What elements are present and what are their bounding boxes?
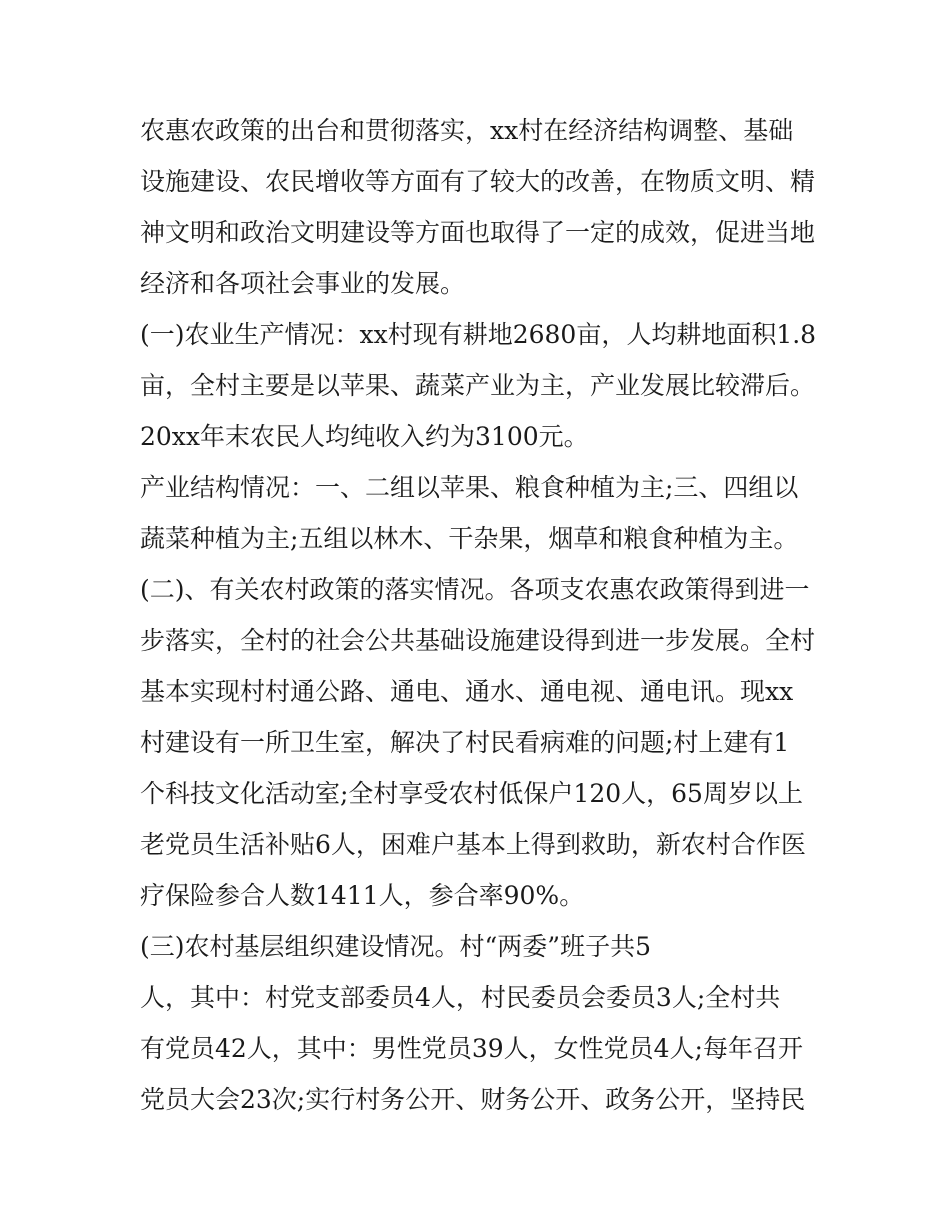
text-line: 亩，全村主要是以苹果、蔬菜产业为主，产业发展比较滞后。 — [140, 371, 816, 400]
text-line: 设施建设、农民增收等方面有了较大的改善，在物质文明、精 — [140, 167, 816, 196]
text-line: 党员大会23次;实行村务公开、财务公开、政务公开，坚持民 — [140, 1085, 806, 1114]
text-line: (三)农村基层组织建设情况。村“两委”班子共5 — [140, 932, 651, 961]
text-line: 村建设有一所卫生室，解决了村民看病难的问题;村上建有1 — [140, 728, 790, 757]
text-line: 蔬菜种植为主;五组以林木、干杂果，烟草和粮食种植为主。 — [140, 524, 799, 553]
text-line: (一)农业生产情况：xx村现有耕地2680亩，人均耕地面积1.8 — [140, 320, 817, 349]
text-line: 有党员42人，其中：男性党员39人，女性党员4人;每年召开 — [140, 1034, 803, 1063]
text-line: 产业结构情况：一、二组以苹果、粮食种植为主;三、四组以 — [140, 473, 799, 502]
text-line: 个科技文化活动室;全村享受农村低保户120人，65周岁以上 — [140, 779, 803, 808]
text-line: 神文明和政治文明建设等方面也取得了一定的成效，促进当地 — [140, 218, 816, 247]
text-line: 基本实现村村通公路、通电、通水、通电视、通电讯。现xx — [140, 677, 794, 706]
text-line: 疗保险参合人数1411人，参合率90%。 — [140, 881, 585, 910]
text-line: 农惠农政策的出台和贯彻落实，xx村在经济结构调整、基础 — [140, 116, 794, 145]
text-line: 步落实，全村的社会公共基础设施建设得到进一步发展。全村 — [140, 626, 816, 655]
text-line: 人，其中：村党支部委员4人，村民委员会委员3人;全村共 — [140, 983, 781, 1012]
document-body — [140, 105, 830, 1125]
text-line: 经济和各项社会事业的发展。 — [140, 269, 466, 298]
text-line: 20xx年末农民人均纯收入约为3100元。 — [140, 422, 589, 451]
text-line: 老党员生活补贴6人，困难户基本上得到救助，新农村合作医 — [140, 830, 806, 859]
text-line: (二)、有关农村政策的落实情况。各项支农惠农政策得到进一 — [140, 575, 810, 604]
